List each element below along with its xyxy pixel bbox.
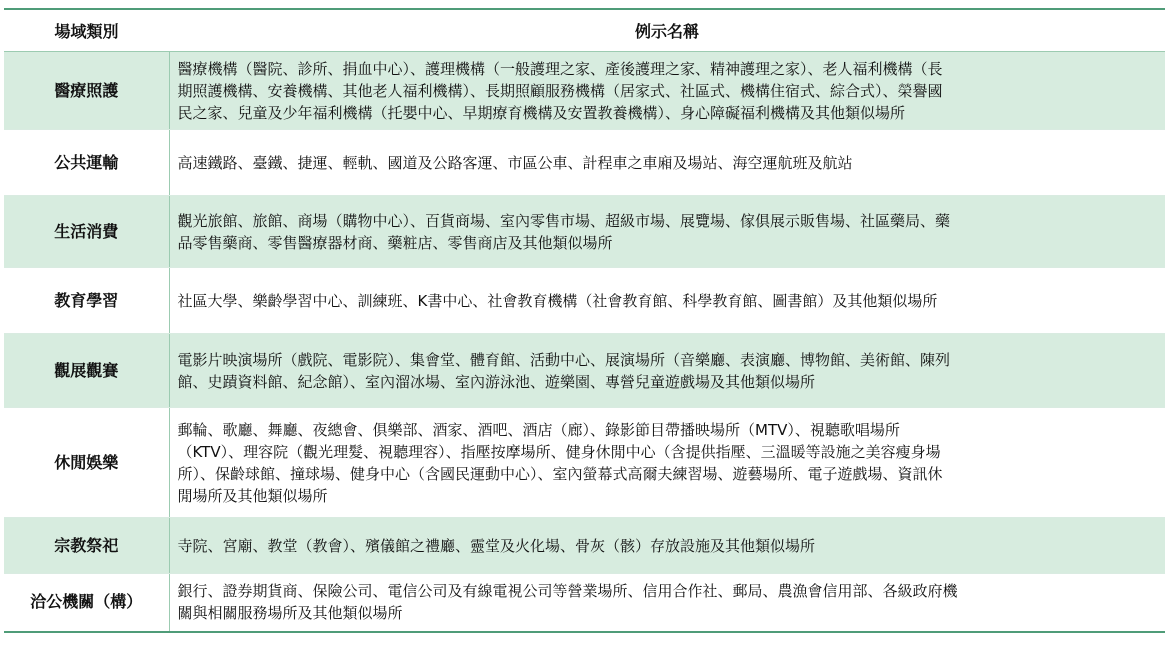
row-category: 公共運輸	[4, 130, 169, 196]
row-examples	[169, 408, 1165, 518]
header-examples: 例示名稱	[169, 9, 1165, 52]
example-line: 品零售藥商、零售醫療器材商、藥粧店、零售商店及其他類似場所	[177, 233, 613, 252]
example-line: 關與相關服務場所及其他類似場所	[177, 604, 403, 623]
example-line: 高速鐵路、臺鐵、捷運、輕軌、國道及公路客運、市區公車、計程車之車廂及場站、海空運航班及航站	[177, 153, 853, 172]
table-row-education	[4, 268, 1165, 334]
row-category: 宗教祭祀	[4, 518, 169, 574]
table-row-religion	[4, 518, 1165, 574]
table-row-leisure-entertainment	[4, 408, 1165, 518]
row-examples	[169, 268, 1165, 334]
row-category: 生活消費	[4, 196, 169, 268]
row-examples	[169, 518, 1165, 574]
example-line: 民之家、兒童及少年福利機構（托嬰中心、早期療育機構及安置教養機構）、身心障礙福利機構及其他類似場所	[177, 103, 906, 122]
header-row	[4, 9, 1165, 52]
row-category: 休閒娛樂	[4, 408, 169, 518]
example-line: 郵輪、歌廳、舞廳、夜總會、俱樂部、酒家、酒吧、酒店（廊）、錄影節目帶播映場所（MTV）、視聽歌唱場所	[177, 420, 900, 439]
table-row-public-agencies	[4, 574, 1165, 632]
example-line: 社區大學、樂齡學習中心、訓練班、K書中心、社會教育機構（社會教育館、科學教育館、圖書館）及其他類似場所	[177, 291, 938, 310]
row-examples	[169, 52, 1165, 130]
row-category: 洽公機關（構）	[4, 574, 169, 632]
row-examples	[169, 334, 1165, 408]
example-line: 銀行、證券期貨商、保險公司、電信公司及有線電視公司等營業場所、信用合作社、郵局、農漁會信用部、各級政府機	[177, 582, 958, 601]
row-category: 觀展觀賽	[4, 334, 169, 408]
example-line: 期照護機構、安養機構、其他老人福利機構）、長期照顧服務機構（居家式、社區式、機構住宿式、綜合式）、榮譽國	[177, 81, 943, 100]
example-line: 醫療機構（醫院、診所、捐血中心）、護理機構（一般護理之家、產後護理之家、精神護理之家）、老人福利機構（長	[177, 59, 943, 78]
header-category: 場域類別	[4, 9, 169, 52]
table-body	[4, 52, 1165, 632]
row-examples	[169, 130, 1165, 196]
row-examples	[169, 574, 1165, 632]
venue-category-table	[4, 8, 1165, 633]
example-line: 觀光旅館、旅館、商場（購物中心）、百貨商場、室內零售市場、超級市場、展覽場、傢俱展示販售場、社區藥局、藥	[177, 211, 951, 230]
row-examples	[169, 196, 1165, 268]
example-line: 閒場所及其他類似場所	[177, 486, 328, 505]
row-category: 教育學習	[4, 268, 169, 334]
table-row-public-transport	[4, 130, 1165, 196]
example-line: 館、史蹟資料館、紀念館）、室內溜冰場、室內游泳池、遊樂園、專營兒童遊戲場及其他類似場所	[177, 372, 816, 391]
table-row-medical-care	[4, 52, 1165, 130]
table-row-consumer-life	[4, 196, 1165, 268]
table-header	[4, 9, 1165, 52]
example-line: 寺院、宮廟、教堂（教會）、殯儀館之禮廳、靈堂及火化場、骨灰（骸）存放設施及其他類似場所	[177, 536, 816, 555]
example-line: 所）、保齡球館、撞球場、健身中心（含國民運動中心）、室內螢幕式高爾夫練習場、遊藝場所、電子遊戲場、資訊休	[177, 464, 943, 483]
row-category: 醫療照護	[4, 52, 169, 130]
example-line: 電影片映演場所（戲院、電影院）、集會堂、體育館、活動中心、展演場所（音樂廳、表演廳、博物館、美術館、陳列	[177, 350, 951, 369]
table-row-exhibition-events	[4, 334, 1165, 408]
example-line: （KTV）、理容院（觀光理髮、視聽理容）、指壓按摩場所、健身休閒中心（含提供指壓、三溫暖等設施之美容瘦身場	[177, 442, 941, 461]
